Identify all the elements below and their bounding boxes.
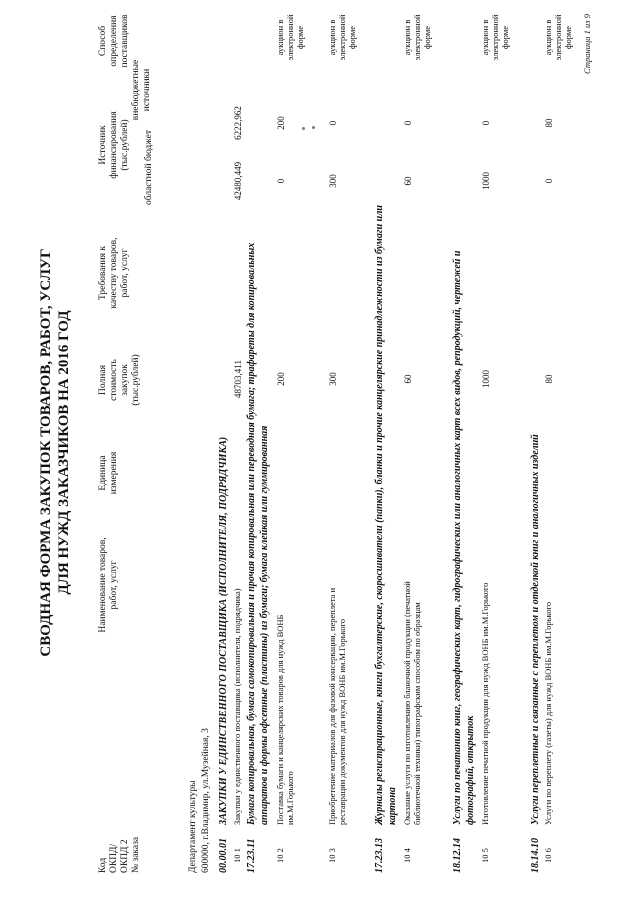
row-extrabudget: 80	[544, 118, 554, 128]
section-title: Услуги по печатанию книг, географических карт, гидрографических или аналогичных карт всех видов, репродукций, чертежей и	[452, 250, 463, 825]
document-subtitle: ДЛЯ НУЖД ЗАКАЗЧИКОВ НА 2016 ГОД	[56, 310, 72, 595]
row-extrabudget: 200	[276, 116, 286, 130]
customer-address: 600000, г.Владимир, ул.Музейная, 3	[201, 728, 211, 873]
row-number: 10 6	[543, 848, 553, 863]
row-name: Оказание услуги по изготовлению бланочной продукции (печатной библиотечной техники) типографским способом по образцам	[402, 581, 422, 825]
header-method: Способ определения поставщиков	[98, 14, 130, 68]
row-name: Закупки у единственного поставщика (исполнителя, подрядчика)	[232, 588, 242, 825]
section-code: 17.23.13	[374, 838, 385, 873]
row-name: Изготовление печатной продукции для нужд ВОНБ им.М.Горького	[480, 582, 490, 825]
section-code: 18.14.10	[530, 838, 541, 873]
row-regional: 60	[403, 176, 413, 186]
document-title: СВОДНАЯ ФОРМА ЗАКУПОК ТОВАРОВ, РАБОТ, УСЛУГ	[38, 248, 54, 657]
row-regional: 42480,449	[233, 161, 243, 201]
row-method: аукцион в электронной форме	[480, 14, 510, 61]
section-code: 18.12.14	[452, 838, 463, 873]
row-number: 10 5	[480, 848, 490, 863]
section-title-continued: фотографий, открыток	[465, 715, 476, 825]
row-regional: 0	[544, 178, 554, 184]
customer-name: Департамент культуры	[188, 780, 198, 873]
section-title: Журналы регистрационные, книги бухгалтерские, скоросшиватели (папки), бланки и прочие канцелярские принадлежности из бумаги или	[374, 205, 385, 825]
row-name: Поставка бумаги и канцелярских товаров для нужд ВОНБ им.М.Горького	[275, 614, 295, 825]
row-cost: 60	[403, 374, 413, 384]
section-code: 00.00.01	[218, 838, 229, 873]
header-financing-regional: областной бюджет	[144, 129, 154, 205]
row-method: аукцион в электронной форме	[402, 14, 432, 61]
page-number: Страница 1 из 9	[582, 14, 592, 74]
row-number: 10 1	[232, 848, 242, 863]
row-extrabudget: 0	[328, 120, 338, 126]
row-extrabudget: 0	[481, 120, 491, 126]
header-name: Наименование товаров, работ, услуг	[98, 537, 119, 633]
section-title: Бумага копировальная, бумага самокопировальная и прочая копировальная или переводная бумага; трафареты для копировальных	[246, 242, 257, 825]
row-method: аукцион в электронной форме	[275, 14, 305, 61]
row-name: Приобретение материалов для фазовой консервации, переплета и реставрации документов для нужд ВОНБ им.М.Горького	[327, 587, 347, 825]
row-name: Услуги по переплету (газеты) для нужд ВОНБ им.М.Горького	[543, 601, 553, 825]
header-unit: Единица измерения	[98, 451, 119, 495]
row-number: 10 3	[327, 848, 337, 863]
section-title: Услуги переплетные и связанные с переплетом и отделкой книг и аналогичных изделий	[530, 434, 541, 825]
row-extrabudget: 6222,962	[233, 106, 243, 140]
row-cost: 1000	[481, 370, 491, 388]
row-number: 10 4	[402, 848, 412, 863]
header-code: Код ОКПД/ ОКПД 2 № заказа	[98, 836, 141, 873]
row-cost: 48703,411	[233, 360, 243, 398]
row-regional: 300	[328, 174, 338, 188]
section-title: ЗАКУПКИ У ЕДИНСТВЕННОГО ПОСТАВЩИКА (ИСПОЛНИТЕЛЯ, ПОДРЯДЧИКА)	[218, 436, 229, 825]
section-code: 17.23.11	[246, 838, 257, 873]
scan-speck	[302, 127, 305, 130]
section-title-continued: аппаратов и формы офсетные (пластины) из бумаги; бумага клейкая или гуммированная	[259, 425, 270, 825]
header-cost: Полная стоимость закупок (тыс.рублей)	[98, 354, 141, 406]
row-method: аукцион в электронной форме	[543, 14, 573, 61]
row-regional: 1000	[481, 172, 491, 190]
header-requirements: Требования к качеству товаров, работ, услуг	[98, 237, 130, 309]
row-method: аукцион в электронной форме	[327, 14, 357, 61]
header-financing: Источник финансирования (тыс.рублей)	[98, 111, 130, 179]
row-cost: 200	[276, 372, 286, 386]
row-number: 10 2	[275, 848, 285, 863]
section-title-continued: картона	[387, 787, 398, 825]
row-extrabudget: 0	[403, 120, 413, 126]
row-regional: 0	[276, 178, 286, 184]
scan-speck	[312, 126, 315, 129]
row-cost: 300	[328, 372, 338, 386]
header-financing-extrabudget: внебюджетные источники	[131, 59, 152, 121]
row-cost: 80	[544, 374, 554, 384]
